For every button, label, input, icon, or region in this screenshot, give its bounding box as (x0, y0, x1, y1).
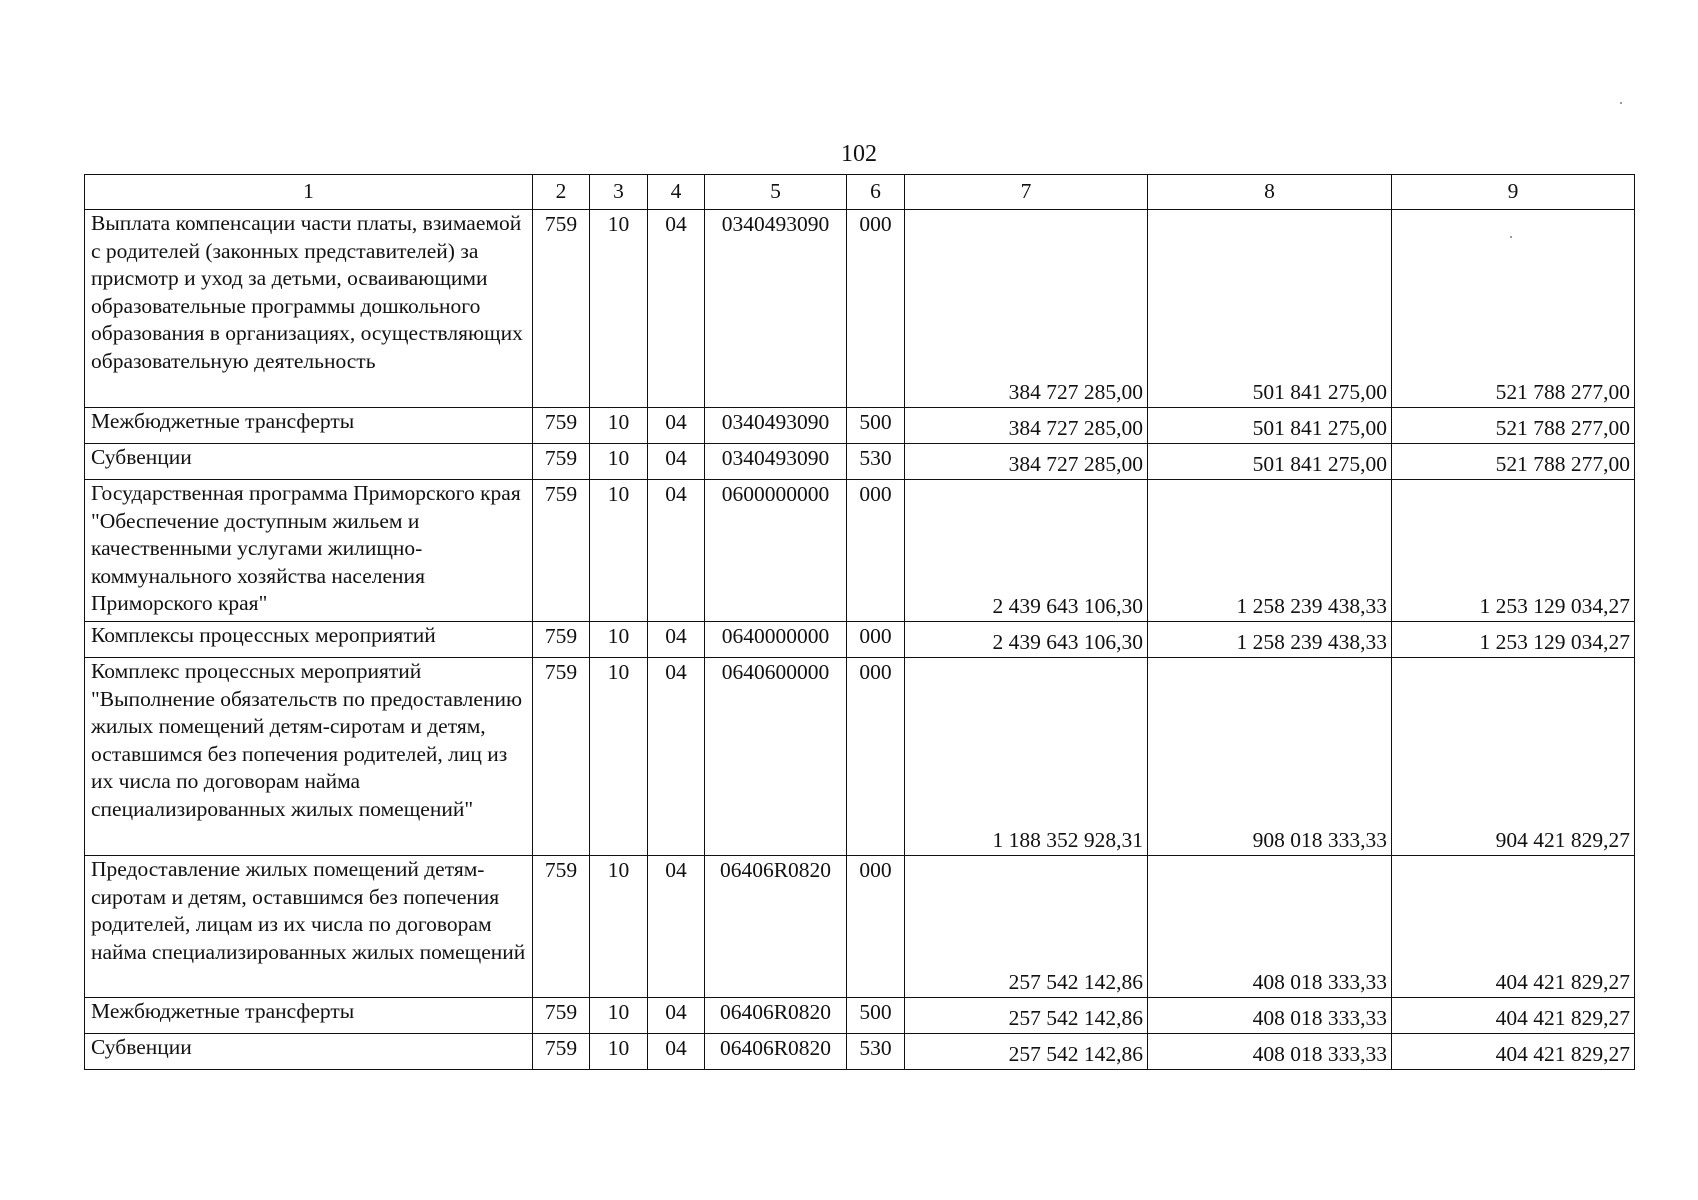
cell-code-4: 04 (648, 480, 705, 622)
table-row (85, 408, 1635, 444)
cell-code-5: 06406R0820 (705, 998, 847, 1034)
header-cell: 6 (847, 175, 905, 210)
cell-code-3: 10 (590, 998, 648, 1034)
table-row (85, 444, 1635, 480)
cell-sum-8: 408 018 333,33 (1148, 998, 1392, 1034)
cell-code-4: 04 (648, 210, 705, 408)
table-row (85, 998, 1635, 1034)
cell-sum-9: 1 253 129 034,27 (1392, 480, 1635, 622)
cell-code-2: 759 (533, 658, 590, 856)
page-number: 102 (841, 141, 877, 167)
scan-speck (1510, 236, 1512, 238)
cell-code-3: 10 (590, 622, 648, 658)
cell-code-5: 0640000000 (705, 622, 847, 658)
cell-code-6: 000 (847, 622, 905, 658)
cell-code-6: 000 (847, 210, 905, 408)
cell-sum-9: 904 421 829,27 (1392, 658, 1635, 856)
row-name: Комплексы процессных мероприятий (85, 622, 533, 658)
scan-speck (1620, 102, 1622, 104)
cell-code-5: 06406R0820 (705, 856, 847, 998)
cell-code-3: 10 (590, 210, 648, 408)
cell-code-2: 759 (533, 210, 590, 408)
cell-sum-7: 384 727 285,00 (905, 210, 1148, 408)
row-name: Комплекс процессных мероприятий "Выполнение обязательств по предоставлению жилых помещений детям-сиротам и детям, оставшимся без попечения родителей, лиц из их числа по договорам найма специализированных жилых помещений" (85, 658, 533, 856)
cell-code-3: 10 (590, 658, 648, 856)
table-row (85, 480, 1635, 622)
cell-code-2: 759 (533, 444, 590, 480)
cell-sum-7: 257 542 142,86 (905, 1034, 1148, 1070)
cell-sum-9: 404 421 829,27 (1392, 998, 1635, 1034)
row-name: Субвенции (85, 444, 533, 480)
cell-code-6: 500 (847, 998, 905, 1034)
header-cell: 5 (705, 175, 847, 210)
header-cell: 2 (533, 175, 590, 210)
header-cell: 9 (1392, 175, 1635, 210)
row-name: Предоставление жилых помещений детям-сиротам и детям, оставшимся без попечения родителей, лицам из их числа по договорам найма специализированных жилых помещений (85, 856, 533, 998)
cell-code-4: 04 (648, 622, 705, 658)
cell-code-6: 530 (847, 444, 905, 480)
cell-code-2: 759 (533, 622, 590, 658)
cell-code-5: 06406R0820 (705, 1034, 847, 1070)
header-cell: 3 (590, 175, 648, 210)
cell-sum-8: 501 841 275,00 (1148, 408, 1392, 444)
row-name: Государственная программа Приморского края "Обеспечение доступным жильем и качественными услугами жилищно-коммунального хозяйства населения Приморского края" (85, 480, 533, 622)
cell-code-4: 04 (648, 408, 705, 444)
cell-sum-8: 1 258 239 438,33 (1148, 480, 1392, 622)
cell-sum-7: 2 439 643 106,30 (905, 622, 1148, 658)
cell-sum-8: 501 841 275,00 (1148, 444, 1392, 480)
cell-code-2: 759 (533, 1034, 590, 1070)
cell-sum-9: 521 788 277,00 (1392, 408, 1635, 444)
header-cell: 1 (85, 175, 533, 210)
cell-code-4: 04 (648, 856, 705, 998)
table-row (85, 658, 1635, 856)
cell-sum-8: 501 841 275,00 (1148, 210, 1392, 408)
cell-sum-7: 1 188 352 928,31 (905, 658, 1148, 856)
cell-code-4: 04 (648, 658, 705, 856)
cell-sum-7: 257 542 142,86 (905, 856, 1148, 998)
cell-code-6: 000 (847, 480, 905, 622)
cell-code-6: 000 (847, 856, 905, 998)
cell-sum-7: 384 727 285,00 (905, 408, 1148, 444)
cell-code-5: 0340493090 (705, 210, 847, 408)
header-cell: 7 (905, 175, 1148, 210)
row-name: Межбюджетные трансферты (85, 408, 533, 444)
cell-code-3: 10 (590, 1034, 648, 1070)
budget-table (84, 174, 1635, 1070)
cell-code-5: 0340493090 (705, 408, 847, 444)
cell-code-2: 759 (533, 408, 590, 444)
cell-code-6: 500 (847, 408, 905, 444)
cell-sum-7: 384 727 285,00 (905, 444, 1148, 480)
cell-code-6: 000 (847, 658, 905, 856)
row-name: Межбюджетные трансферты (85, 998, 533, 1034)
header-cell: 4 (648, 175, 705, 210)
cell-code-6: 530 (847, 1034, 905, 1070)
table-row (85, 210, 1635, 408)
cell-code-5: 0600000000 (705, 480, 847, 622)
cell-code-3: 10 (590, 480, 648, 622)
row-name: Выплата компенсации части платы, взимаемой с родителей (законных представителей) за присмотр и уход за детьми, осваивающими образовательные программы дошкольного образования в организациях, осуществляющих образовательную деятельность (85, 210, 533, 408)
cell-sum-7: 2 439 643 106,30 (905, 480, 1148, 622)
cell-code-3: 10 (590, 444, 648, 480)
cell-code-2: 759 (533, 998, 590, 1034)
cell-code-2: 759 (533, 480, 590, 622)
header-cell: 8 (1148, 175, 1392, 210)
cell-sum-9: 521 788 277,00 (1392, 444, 1635, 480)
cell-code-4: 04 (648, 998, 705, 1034)
cell-code-4: 04 (648, 1034, 705, 1070)
cell-code-5: 0340493090 (705, 444, 847, 480)
cell-code-4: 04 (648, 444, 705, 480)
cell-sum-9: 404 421 829,27 (1392, 856, 1635, 998)
cell-sum-9: 404 421 829,27 (1392, 1034, 1635, 1070)
cell-sum-9: 521 788 277,00 (1392, 210, 1635, 408)
cell-sum-7: 257 542 142,86 (905, 998, 1148, 1034)
cell-code-3: 10 (590, 856, 648, 998)
cell-code-3: 10 (590, 408, 648, 444)
cell-sum-8: 408 018 333,33 (1148, 856, 1392, 998)
row-name: Субвенции (85, 1034, 533, 1070)
cell-code-2: 759 (533, 856, 590, 998)
cell-sum-8: 908 018 333,33 (1148, 658, 1392, 856)
table-row (85, 622, 1635, 658)
header-row (85, 175, 1635, 210)
table-row (85, 856, 1635, 998)
cell-sum-8: 408 018 333,33 (1148, 1034, 1392, 1070)
cell-sum-9: 1 253 129 034,27 (1392, 622, 1635, 658)
cell-sum-8: 1 258 239 438,33 (1148, 622, 1392, 658)
table-row (85, 1034, 1635, 1070)
cell-code-5: 0640600000 (705, 658, 847, 856)
